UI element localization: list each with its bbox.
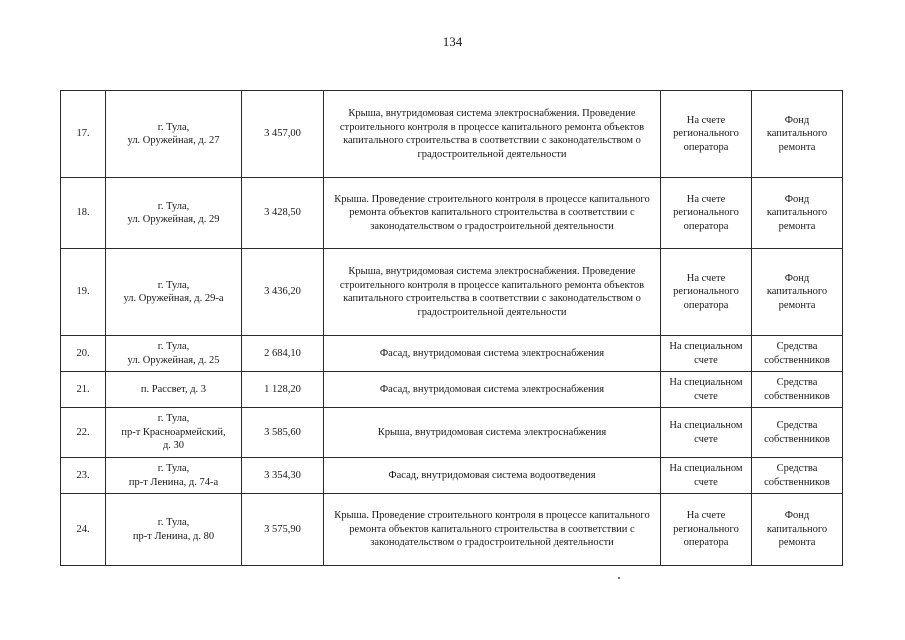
- funding-source-cell: Фонд капитального ремонта: [752, 91, 843, 178]
- funding-source-cell: Средства собственников: [752, 336, 843, 372]
- account-cell: На счете регионального оператора: [661, 249, 752, 336]
- sum-cell: 3 436,20: [242, 249, 324, 336]
- sum-cell: 2 684,10: [242, 336, 324, 372]
- address-line: пр-т Ленина, д. 80: [132, 530, 215, 542]
- address-line: ул. Оружейная, д. 29: [127, 214, 220, 225]
- address-line: г. Тула,: [157, 413, 190, 425]
- address-cell: [106, 372, 242, 408]
- sum-cell: 3 457,00: [242, 91, 324, 178]
- funding-source-cell: Фонд капитального ремонта: [752, 178, 843, 249]
- account-cell: На специальном счете: [661, 336, 752, 372]
- work-type-cell: Фасад, внутридомовая система водоотведения: [324, 458, 661, 494]
- address-line: п. Рассвет, д. 3: [140, 383, 207, 395]
- work-type-cell: Крыша. Проведение строительного контроля в процессе капитального ремонта объектов капитального строительства в соответствии с законодательством о градостроительной деятельности: [324, 178, 661, 249]
- sum-cell: 3 585,60: [242, 408, 324, 458]
- table-row: [61, 336, 843, 372]
- sum-cell: 3 354,30: [242, 458, 324, 494]
- table-row: [61, 91, 843, 178]
- address-cell: [106, 178, 242, 249]
- row-number: 19.: [61, 249, 106, 336]
- work-type-cell: Крыша, внутридомовая система электроснабжения. Проведение строительного контроля в процессе капитального ремонта объектов капитального строительства в соответствии с законодательством о градостроительной деятельности: [324, 249, 661, 336]
- work-type-cell: Фасад, внутридомовая система электроснабжения: [324, 336, 661, 372]
- scan-speck: [618, 577, 620, 579]
- address-line: ул. Оружейная, д. 25: [127, 354, 220, 366]
- address-line: г. Тула,: [157, 463, 190, 474]
- address-cell: [106, 249, 242, 336]
- address-line: ул. Оружейная, д. 27: [127, 135, 220, 146]
- table-row: [61, 372, 843, 408]
- address-cell: [106, 336, 242, 372]
- row-number: 18.: [61, 178, 106, 249]
- table-row: [61, 408, 843, 458]
- row-number: 22.: [61, 408, 106, 458]
- table-row: [61, 178, 843, 249]
- address-cell: [106, 458, 242, 494]
- account-cell: На счете регионального оператора: [661, 91, 752, 178]
- address-line: ул. Оружейная, д. 29-а: [123, 293, 224, 304]
- address-line: пр-т Ленина, д. 74-а: [128, 476, 219, 488]
- row-number: 23.: [61, 458, 106, 494]
- address-line: г. Тула,: [157, 279, 190, 291]
- table-row: [61, 458, 843, 494]
- address-cell: [106, 494, 242, 566]
- account-cell: На специальном счете: [661, 458, 752, 494]
- address-cell: [106, 408, 242, 458]
- funding-source-cell: Средства собственников: [752, 408, 843, 458]
- funding-source-cell: Средства собственников: [752, 372, 843, 408]
- funding-source-cell: Фонд капитального ремонта: [752, 494, 843, 566]
- work-type-cell: Крыша. Проведение строительного контроля в процессе капитального ремонта объектов капитального строительства в соответствии с законодательством о градостроительной деятельности: [324, 494, 661, 566]
- row-number: 21.: [61, 372, 106, 408]
- sum-cell: 3 575,90: [242, 494, 324, 566]
- account-cell: На специальном счете: [661, 372, 752, 408]
- address-line: г. Тула,: [157, 121, 190, 133]
- sum-cell: 3 428,50: [242, 178, 324, 249]
- work-type-cell: Фасад, внутридомовая система электроснабжения: [324, 372, 661, 408]
- sum-cell: 1 128,20: [242, 372, 324, 408]
- account-cell: На счете регионального оператора: [661, 494, 752, 566]
- funding-source-cell: Фонд капитального ремонта: [752, 249, 843, 336]
- work-type-cell: Крыша, внутридомовая система электроснабжения: [324, 408, 661, 458]
- page-number: 134: [442, 34, 463, 49]
- address-line: г. Тула,: [157, 200, 190, 212]
- repair-works-table: [60, 90, 843, 566]
- address-cell: [106, 91, 242, 178]
- address-line: пр-т Красноармейский,: [121, 426, 226, 438]
- address-line: г. Тула,: [157, 517, 190, 528]
- table-row: [61, 249, 843, 336]
- account-cell: На счете регионального оператора: [661, 178, 752, 249]
- work-type-cell: Крыша, внутридомовая система электроснабжения. Проведение строительного контроля в процессе капитального ремонта объектов капитального строительства в соответствии с законодательством о градостроительной деятельности: [324, 91, 661, 178]
- row-number: 20.: [61, 336, 106, 372]
- table-row: [61, 494, 843, 566]
- row-number: 24.: [61, 494, 106, 566]
- address-line: д. 30: [162, 440, 185, 452]
- account-cell: На специальном счете: [661, 408, 752, 458]
- row-number: 17.: [61, 91, 106, 178]
- address-line: г. Тула,: [157, 341, 190, 352]
- funding-source-cell: Средства собственников: [752, 458, 843, 494]
